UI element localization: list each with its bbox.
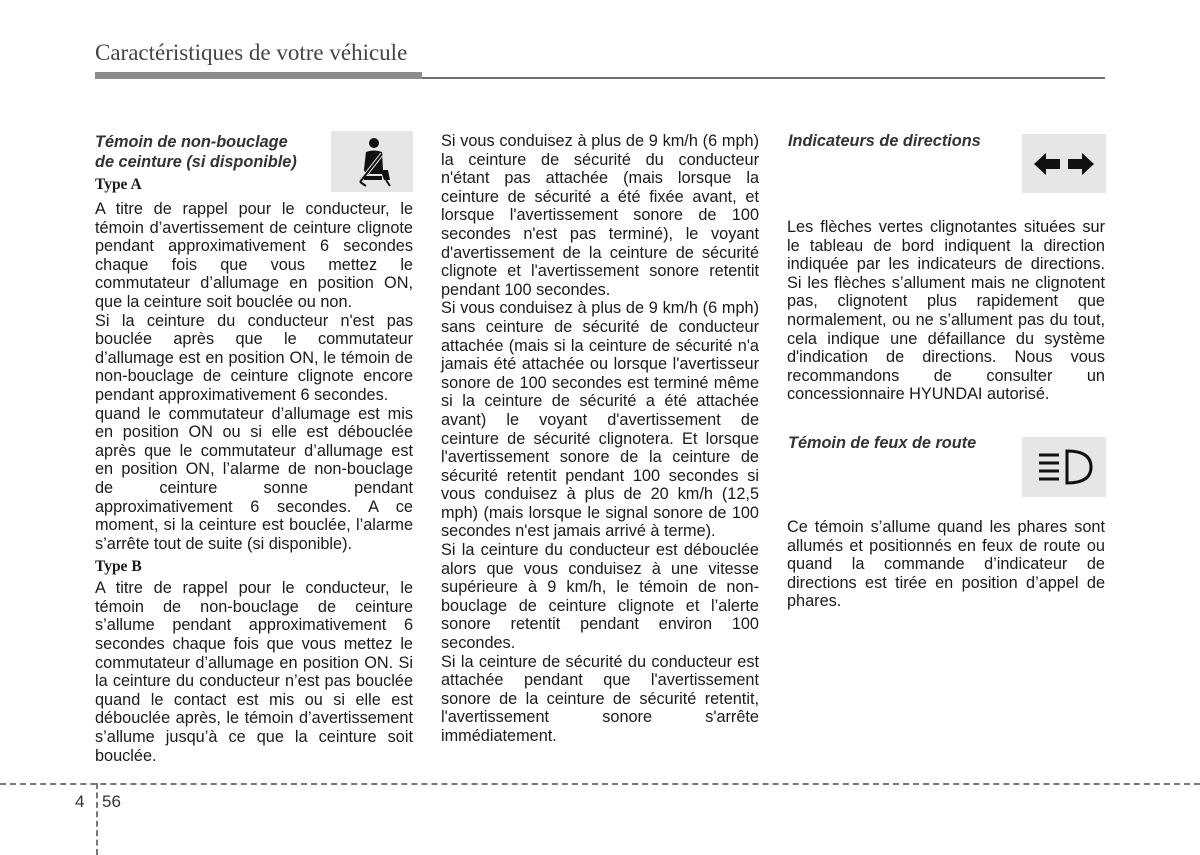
col2-paragraph-2: Si vous conduisez à plus de 9 km/h (6 mph) sans ceinture de sécurité de conducteur attachée (mais si la ceinture de sécurité n'a jamais été attachée ou lorsque l'avertisseur sonore de 100 secondes est terminé même si la ceinture de sécurité a été attachée avant) le voyant d'avertissement de ceinture de sécurité clignotera. Et lorsque l'avertissement sonore de la ceinture de sécurité retentit pendant 100 secondes si vous conduisez à plus de 20 km/h (12,5 mph) (mais lorsque le signal sonore de 100 secondes n'est jamais arrivé à terme).: [441, 299, 759, 541]
header-rule-thick: [95, 72, 422, 79]
turn-signal-arrows-icon: [1022, 134, 1106, 193]
type-b-label: Type B: [95, 558, 142, 576]
chapter-number: 4: [75, 792, 85, 811]
page-title: Caractéristiques de votre véhicule: [95, 40, 408, 65]
header-rule-thin: [422, 77, 1105, 79]
column-seatbelt-continued: [441, 132, 759, 746]
column-seatbelt: [95, 132, 413, 765]
type-b-paragraph-1: A titre de rappel pour le conducteur, le témoin de non-bouclage de ceinture s’allume pendant approximativement 6 secondes chaque fois que vous mettez le commutateur d’allumage en position ON. Si la ceinture du conducteur n’est pas bouclée quand le contact est mis ou si elle est débouclée après, le témoin d’avertissement s’allume jusqu’à ce que la ceinture soit bouclée.: [95, 579, 413, 765]
high-beam-text: Ce témoin s’allume quand les phares sont allumés et positionnés en feux de route ou quand la commande d’indicateur de directions est tirée en position d’appel de phares.: [787, 518, 1105, 611]
seatbelt-warning-icon: [331, 131, 413, 192]
type-a-label: Type A: [95, 176, 142, 193]
col2-paragraph-3: Si la ceinture du conducteur est débouclée alors que vous conduisez à une vitesse supérieure à 9 km/h, le témoin de non-bouclage de ceinture clignote et l’alerte sonore retentit pendant environ 100 secondes.: [441, 541, 759, 653]
page-number: 56: [102, 792, 121, 811]
col2-paragraph-4: Si la ceinture de sécurité du conducteur est attachée pendant que l'avertissement sonore de la ceinture de sécurité retentit, l'avertissement sonore s'arrête immédiatement.: [441, 652, 759, 745]
footer-dashed-divider: [96, 783, 98, 855]
footer-dashed-rule: [0, 783, 1200, 785]
type-a-paragraph-3: quand le commutateur d’allumage est mis en position ON ou si elle est débouclée après que le commutateur d’allumage est en position ON, l’alarme de non-bouclage de ceinture sonne pendant approximativement 6 secondes. A ce moment, si la ceinture est bouclée, l’alarme s’arrête tout de suite (si disponible).: [95, 404, 413, 553]
turn-signal-heading: Indicateurs de directions: [788, 132, 981, 150]
seatbelt-heading-line1: Témoin de non-bouclage: [95, 133, 288, 151]
high-beam-heading: Témoin de feux de route: [788, 434, 977, 452]
turn-signal-text: Les flèches vertes clignotantes situées sur le tableau de bord indiquent la direction indiquée par les indicateurs de directions. Si les flèches s’allument mais ne clignotent pas, clignotent plus rapidement que normalement, ou ne s’allument pas du tout, cela indique une défaillance du système d'indication de directions. Nous vous recommandons de consulter un concessionnaire HYUNDAI autorisé.: [787, 218, 1105, 404]
high-beam-icon: [1022, 437, 1106, 497]
type-a-paragraph-1: A titre de rappel pour le conducteur, le témoin d’avertissement de ceinture clignote pendant approximativement 6 secondes chaque fois que vous mettez le commutateur d’allumage en position ON, que la ceinture soit bouclée ou non.: [95, 200, 413, 311]
type-a-paragraph-2: Si la ceinture du conducteur n'est pas bouclée après que le commutateur d’allumage est en position ON, le témoin de non-bouclage de ceinture clignote encore pendant approximativement 6 secondes.: [95, 311, 413, 404]
col2-paragraph-1: Si vous conduisez à plus de 9 km/h (6 mph) la ceinture de sécurité du conducteur n'étant pas attachée (mais lorsque la ceinture de sécurité a été fixée avant, et lorsque l'avertissement sonore de 100 secondes n'est pas terminé), le voyant d'avertissement de la ceinture de sécurité clignote et l'avertissement sonore retentit pendant 100 secondes.: [441, 132, 759, 299]
seatbelt-heading-line2: de ceinture (si disponible): [95, 153, 297, 171]
